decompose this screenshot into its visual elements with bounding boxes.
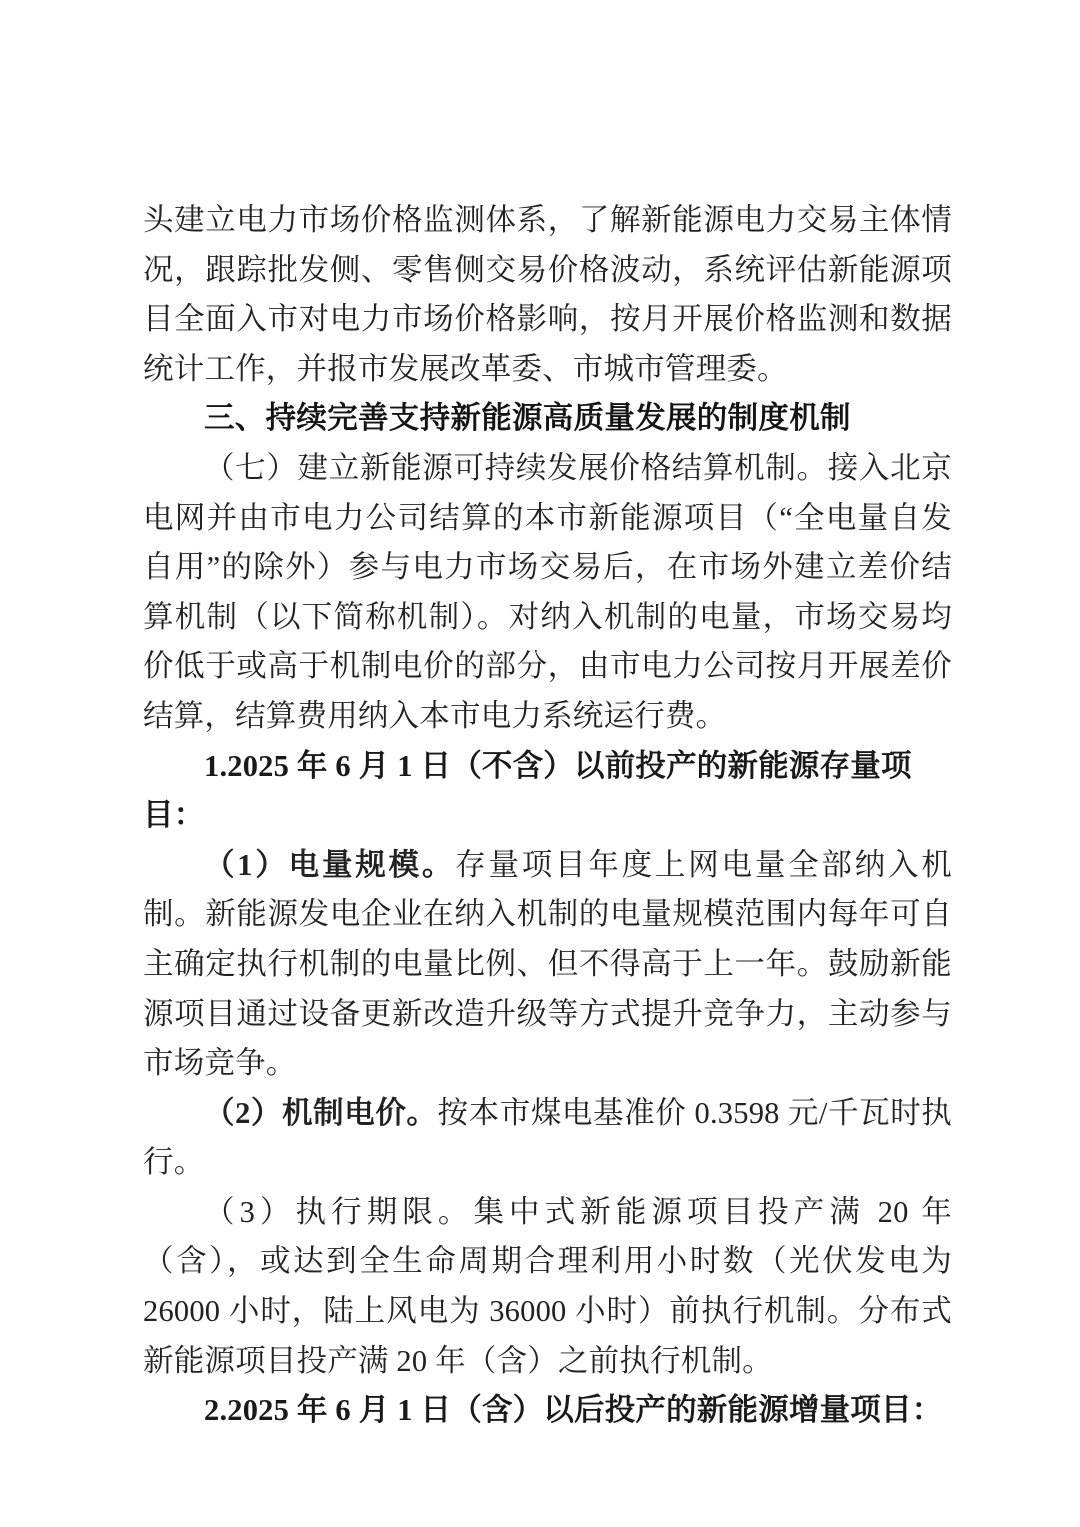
document-text-column xyxy=(143,196,952,1436)
paragraph-item-1-1-body: 存量项目年度上网电量全部纳入机制。新能源发电企业在纳入机制的电量规模范围内每年可自主确定执行机制的电量比例、但不得高于上一年。鼓励新能源项目通过设备更新改造升级等方式提升竞争力，主动参与市场竞争。 xyxy=(143,847,953,1081)
numbered-heading-item-1: 1.2025 年 6 月 1 日（不含）以前投产的新能源存量项目： xyxy=(143,748,912,833)
lead-label-mechanism-price: （2）机制电价。 xyxy=(204,1095,438,1130)
paragraph-item-1-2-body: 按本市煤电基准价 0.3598 元/千瓦时执行。 xyxy=(143,1095,952,1180)
paragraph-item-1-3: （3）执行期限。集中式新能源项目投产满 20 年（含），或达到全生命周期合理利用小时数（光伏发电为 26000 小时，陆上风电为 36000 小时）前执行机制。分布式新能源项目投产满 20 年（含）之前执行机制。 xyxy=(143,1194,952,1378)
paragraph-continued-from-previous-page: 头建立电力市场价格监测体系，了解新能源电力交易主体情况，跟踪批发侧、零售侧交易价格波动，系统评估新能源项目全面入市对电力市场价格影响，按月开展价格监测和数据统计工作，并报市发展改革委、市城市管理委。 xyxy=(143,203,952,386)
paragraph-item-1-2 xyxy=(143,1089,952,1188)
section-heading-three: 三、持续完善支持新能源高质量发展的制度机制 xyxy=(204,401,851,436)
lead-label-electricity-scale: （1）电量规模。 xyxy=(204,847,456,882)
numbered-heading-item-2: 2.2025 年 6 月 1 日（含）以后投产的新能源增量项目： xyxy=(204,1393,943,1428)
paragraph-item-seven: （七）建立新能源可持续发展价格结算机制。接入北京电网并由市电力公司结算的本市新能源项目（“全电量自发自用”的除外）参与电力市场交易后，在市场外建立差价结算机制（以下简称机制）。对纳入机制的电量，市场交易均价低于或高于机制电价的部分，由市电力公司按月开展差价结算，结算费用纳入本市电力系统运行费。 xyxy=(143,450,952,733)
paragraph-item-1-1 xyxy=(143,841,952,1089)
